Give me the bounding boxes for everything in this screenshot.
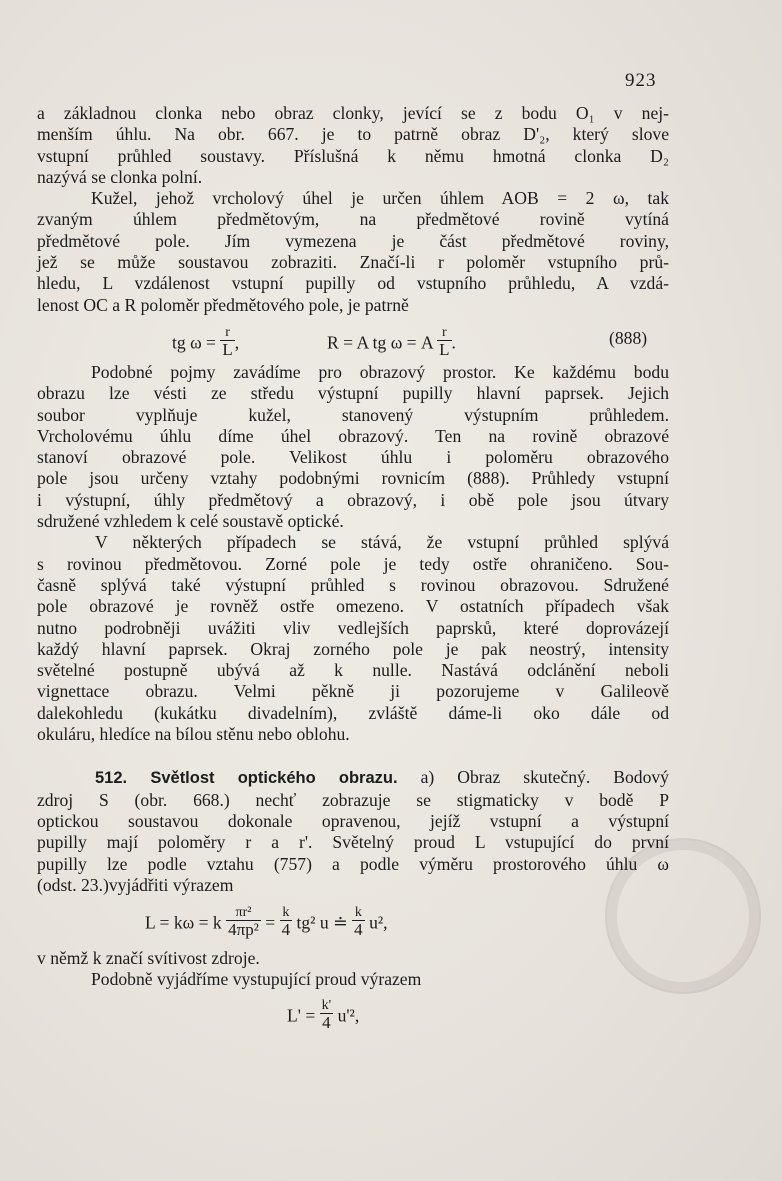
text-line: Kužel, jehož vrcholový úhel je určen úhlem AOB = 2 ω, tak — [91, 188, 669, 209]
text-line: vignettace obrazu. Velmi pěkně ji pozorujeme v Galileově — [37, 681, 669, 702]
eq-text: tg ω = — [172, 332, 216, 353]
text-line: sdružené vzhledem k celé soustavě optické. — [37, 511, 344, 532]
text-line: Vrcholovému úhlu díme úhel obrazový. Ten na rovině obrazové — [37, 425, 669, 446]
text-line: i výstupní, úhly předmětový a obrazový, i obě pole jsou útvary — [37, 489, 669, 510]
text-line: obrazu lze vésti ze středu výstupní pupilly hlavní paprsek. Jejich — [37, 383, 669, 404]
equation-888: tg ω = $\frac{r}{L}$ , R = A tg ω = A $\frac{r}{L}$ . (888) — [172, 324, 648, 359]
text-line: V některých případech se stává, že vstupní průhled splývá — [95, 532, 669, 553]
fraction: $\frac{\text{πr²}}{\text{4πp²}}$ — [228, 905, 259, 940]
text-line: nazývá se clonka polní. — [37, 166, 203, 187]
text-line: dalekohledu (kukátku divadelním), zvláště dáme-li oko dále od — [37, 702, 669, 723]
text-line: a základnou clonka nebo obraz clonky, jevící se z bodu O₁ v nej- — [37, 103, 669, 123]
text-line: nutno podrobněji uvážiti vliv vedlejších paprsků, které doprovázejí — [37, 617, 669, 638]
text-line: Podobné pojmy zavádíme pro obrazový prostor. Ke každému bodu — [91, 361, 669, 382]
text-line: pole obrazové je rovněž ostře omezeno. V ostatních případech však — [37, 596, 669, 617]
text-line: pole jsou určeny vztahy podobnými rovnicím (888). Průhledy vstupní — [37, 468, 669, 489]
eq-text: R = A tg ω = A — [327, 332, 433, 353]
fraction: $\frac{r}{L}$ — [439, 324, 450, 359]
section-heading: 512. Světlost optického obrazu. — [95, 769, 398, 788]
page-number: 923 — [625, 70, 657, 91]
section-first-line: 512. Světlost optického obrazu. a) Obraz skutečný. Bodový — [95, 767, 669, 788]
text-line: časně splývá také výstupní průhled s rovinou obrazovou. Sdružené — [37, 574, 669, 595]
text-line: menším úhlu. Na obr. 667. je to patrně obraz D'₂, který slove — [37, 124, 669, 145]
text-line: vstupní průhled soustavy. Příslušná k němu hmotná clonka D₂ — [37, 145, 669, 166]
text-line: stanoví obrazové pole. Velikost úhlu i poloměru obrazového — [37, 447, 669, 468]
text-line: světelné postupně ubývá až k nulle. Nastává odclánění neboli — [37, 660, 669, 681]
equation-L-prime: L' = $\frac{k'}{4}$ u'², — [287, 997, 360, 1032]
text-line: soubor vyplňuje kužel, stanovený výstupním průhledem. — [37, 404, 669, 425]
text-line: jež se může soustavou zobraziti. Značí-li r poloměr vstupního prů- — [37, 252, 669, 273]
text-line: zdroj S (obr. 668.) nechť zobrazuje se stigmaticky v bodě P — [37, 789, 669, 810]
text-line: lenost OC a R poloměr předmětového pole, je patrně — [37, 294, 409, 315]
text-line: pupilly lze podle vztahu (757) a podle výměru prostorového úhlu ω — [37, 853, 669, 874]
fraction: $\frac{r}{L}$ — [222, 324, 233, 359]
text-line: optickou soustavou dokonale opravenou, jejíž vstupní a výstupní — [37, 810, 669, 831]
text-line: okuláru, hledíce na bílou stěnu nebo oblohu. — [37, 724, 350, 745]
text-line: zvaným úhlem předmětovým, na předmětové rovině vytíná — [37, 209, 669, 230]
text-line: s rovinou předmětovou. Zorné pole je tedy ostře ohraničeno. Sou- — [37, 553, 669, 574]
text-line: předmětové pole. Jím vymezena je část předmětové roviny, — [37, 230, 669, 251]
text-line: (odst. 23.)vyjádřiti výrazem — [37, 874, 234, 895]
equation-L: L = kω = k $\frac{\text{πr²}}{\text{4πp²}}$ = $\frac{k}{4}$ tg² u ≐ $\frac{k}{4}$ u², — [145, 905, 388, 940]
text-line: Podobně vyjádříme vystupující proud výrazem — [91, 969, 422, 990]
fraction: $\frac{k}{4}$ — [354, 905, 363, 940]
text-line: pupilly mají poloměry r a r'. Světelný proud L vstupující do první — [37, 832, 669, 853]
body-text — [37, 103, 669, 1041]
fraction: $\frac{k'}{4}$ — [321, 997, 332, 1032]
text-line: hledu, L vzdálenost vstupní pupilly od vstupního průhledu, A vzdá- — [37, 273, 669, 294]
equation-number: (888) — [609, 327, 648, 348]
text-line: každý hlavní paprsek. Okraj zorného pole je pak neostrý, intensity — [37, 638, 669, 659]
text-line: v němž k značí svítivost zdroje. — [37, 948, 260, 969]
fraction: $\frac{k}{4}$ — [281, 905, 291, 940]
